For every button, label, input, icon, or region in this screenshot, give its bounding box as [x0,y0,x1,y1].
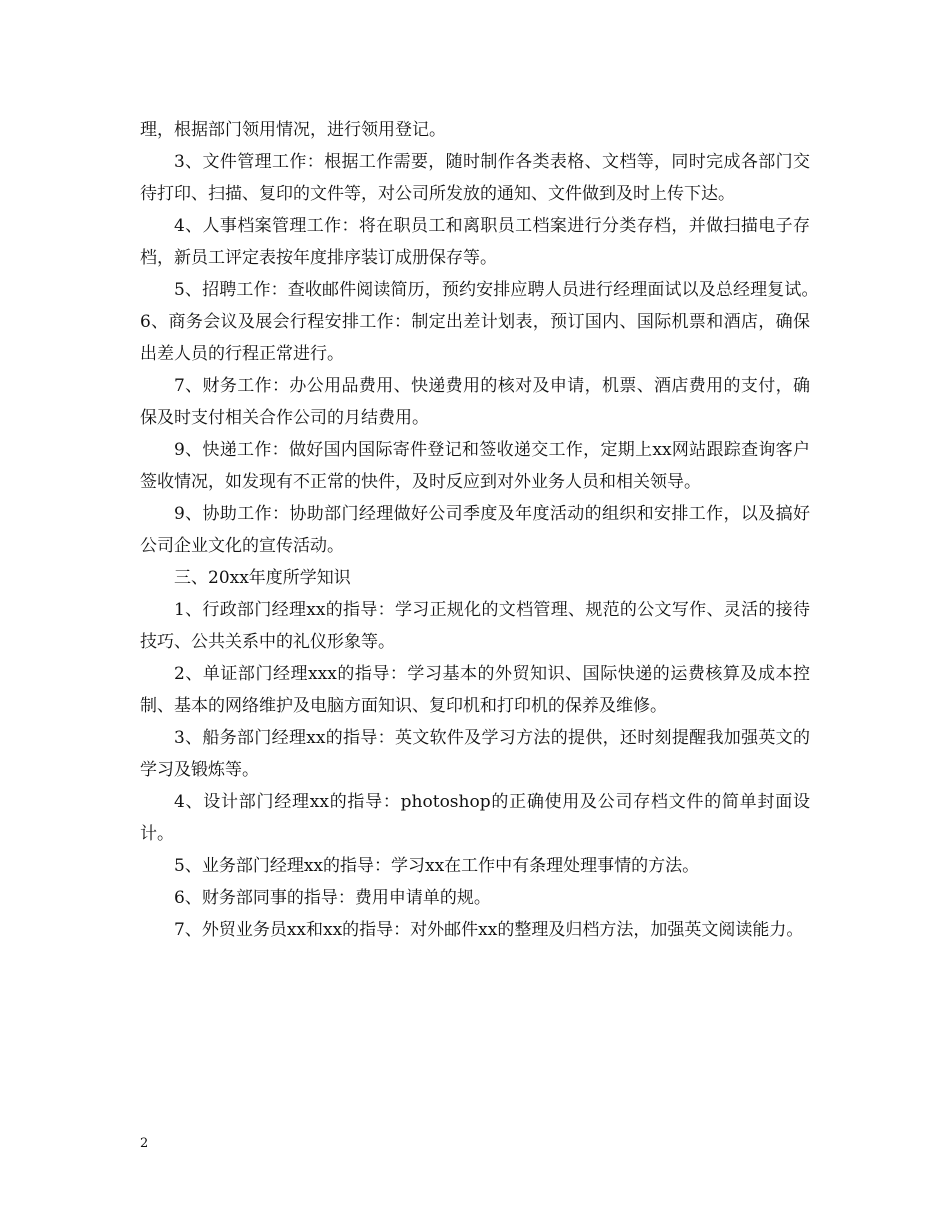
paragraph: 7、外贸业务员xx和xx的指导：对外邮件xx的整理及归档方法，加强英文阅读能力。 [174,920,804,940]
paragraph: 5、招聘工作：查收邮件阅读简历，预约安排应聘人员进行经理面试以及总经理复试。 6、商务会议及展会行程安排工作：制定出差计划表，预订国内、国际机票和酒店，确保出差人员的行程正常进行。 [140,280,861,364]
paragraph: 4、人事档案管理工作：将在职员工和离职员工档案进行分类存档，并做扫描电子存档，新员工评定表按年度排序装订成册保存等。 [140,216,810,268]
paragraph: 3、文件管理工作：根据工作需要，随时制作各类表格、文档等，同时完成各部门交待打印、扫描、复印的文件等，对公司所发放的通知、文件做到及时上传下达。 [140,152,810,204]
paragraph: 2、单证部门经理xxx的指导：学习基本的外贸知识、国际快递的运费核算及成本控制、基本的网络维护及电脑方面知识、复印机和打印机的保养及维修。 [140,664,810,716]
paragraph: 9、协助工作：协助部门经理做好公司季度及年度活动的组织和安排工作，以及搞好公司企业文化的宣传活动。 [140,504,810,556]
section-heading: 三、20xx年度所学知识 [174,568,351,588]
paragraph: 5、业务部门经理xx的指导：学习xx在工作中有条理处理事情的方法。 [174,856,700,876]
paragraph: 理，根据部门领用情况，进行领用登记。 [140,120,446,140]
document-body [140,114,861,946]
paragraph: 6、财务部同事的指导：费用申请单的规。 [174,888,491,908]
paragraph: 4、设计部门经理xx的指导：photoshop的正确使用及公司存档文件的简单封面设计。 [140,792,810,844]
paragraph: 9、快递工作：做好国内国际寄件登记和签收递交工作，定期上xx网站跟踪查询客户签收情况，如发现有不正常的快件，及时反应到对外业务人员和相关领导。 [140,440,810,492]
page-number: 2 [140,1136,149,1151]
paragraph: 3、船务部门经理xx的指导：英文软件及学习方法的提供，还时刻提醒我加强英文的学习及锻炼等。 [140,728,810,780]
paragraph: 1、行政部门经理xx的指导：学习正规化的文档管理、规范的公文写作、灵活的接待技巧、公共关系中的礼仪形象等。 [140,600,810,652]
paragraph: 7、财务工作：办公用品费用、快递费用的核对及申请，机票、酒店费用的支付，确保及时支付相关合作公司的月结费用。 [140,376,810,428]
